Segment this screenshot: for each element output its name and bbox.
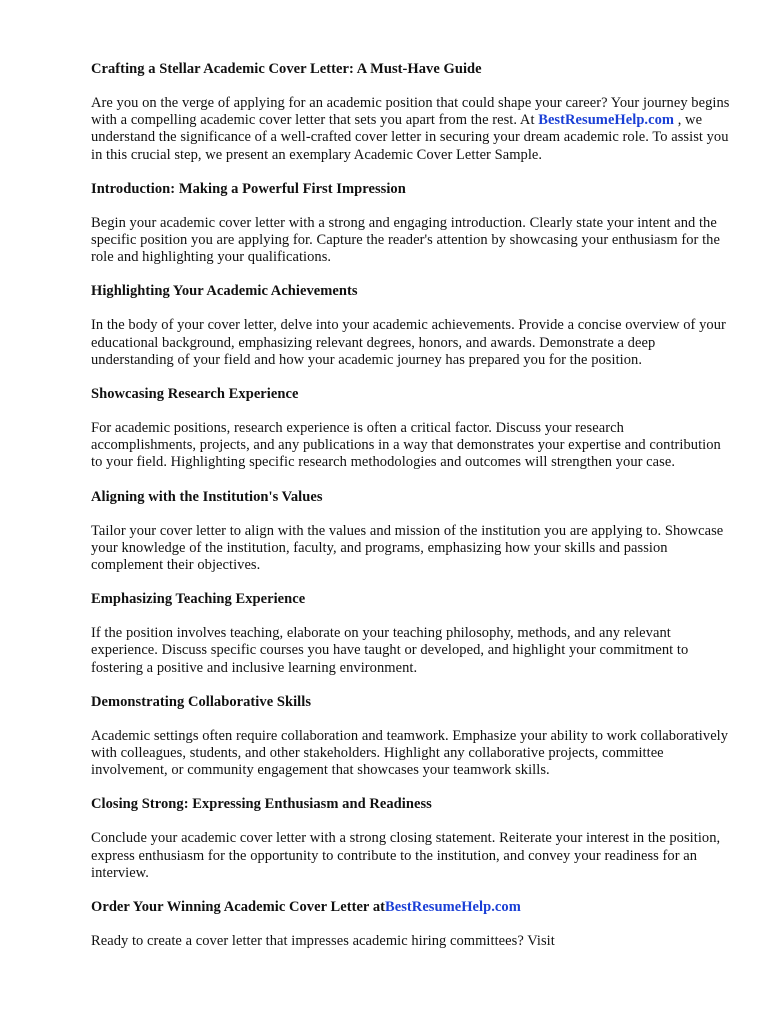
section-heading-research: Showcasing Research Experience xyxy=(91,386,299,403)
order-heading-text: Order Your Winning Academic Cover Letter at xyxy=(91,899,386,916)
intro-text-after-link: , we understand the significance of a well-crafted cover letter in securing your dream academic role. To assist you in this crucial step, we present an exemplary Academic Cover Letter Sample. xyxy=(91,112,729,163)
intro-paragraph xyxy=(91,95,731,164)
section-body-closing: Conclude your academic cover letter with a strong closing statement. Reiterate your interest in the position, express enthusiasm for the opportunity to contribute to the institution, and convey your readiness for an interview. xyxy=(91,830,721,881)
document-page xyxy=(91,59,731,965)
section-heading-collaboration: Demonstrating Collaborative Skills xyxy=(91,693,312,710)
order-heading xyxy=(91,897,731,917)
order-bestresumehelp-link[interactable]: BestResumeHelp.com xyxy=(385,899,521,916)
section-body-teaching: If the position involves teaching, elaborate on your teaching philosophy, methods, and any relevant experience. Discuss specific courses you have taught or developed, and highlight your commitment to fostering a positive and inclusive learning environment. xyxy=(91,625,689,676)
section-heading-values: Aligning with the Institution's Values xyxy=(91,488,323,505)
section-body-collaboration: Academic settings often require collaboration and teamwork. Emphasize your ability to work collaboratively with colleagues, students, and other stakeholders. Highlight any collaborative projects, committee involvement, or community engagement that showcases your teamwork skills. xyxy=(91,727,729,779)
section-body-values: Tailor your cover letter to align with the values and mission of the institution you are applying to. Showcase your knowledge of the institution, faculty, and programs, emphasizing how your skills and passion complement their objectives. xyxy=(91,522,724,574)
section-body-introduction: Begin your academic cover letter with a strong and engaging introduction. Clearly state your intent and the specific position you are applying for. Capture the reader's attention by showcasing your enthusiasm for the role and highlighting your qualifications. xyxy=(91,214,720,266)
section-body-research: For academic positions, research experience is often a critical factor. Discuss your research accomplishments, projects, and any publications in a way that demonstrates your expertise and contribution to your field. Highlighting specific research methodologies and outcomes will strengthen your case. xyxy=(91,420,721,471)
section-heading-achievements: Highlighting Your Academic Achievements xyxy=(91,283,358,300)
order-body: Ready to create a cover letter that impresses academic hiring committees? Visit xyxy=(91,933,555,950)
section-body-achievements: In the body of your cover letter, delve into your academic achievements. Provide a concise overview of your educational background, emphasizing relevant degrees, honors, and awards. Demonstrate a deep understanding of your field and how your academic journey has prepared you for the position. xyxy=(91,317,726,368)
intro-text-before-link: Are you on the verge of applying for an academic position that could shape your career? Your journey begins with a compelling academic cover letter that sets you apart from the rest. At xyxy=(91,95,730,129)
section-heading-closing: Closing Strong: Expressing Enthusiasm and Readiness xyxy=(91,796,432,813)
section-heading-teaching: Emphasizing Teaching Experience xyxy=(91,591,306,608)
document-title: Crafting a Stellar Academic Cover Letter: A Must-Have Guide xyxy=(91,61,482,77)
bestresumehelp-link[interactable]: BestResumeHelp.com xyxy=(538,112,675,129)
section-heading-introduction: Introduction: Making a Powerful First Impression xyxy=(91,180,406,197)
